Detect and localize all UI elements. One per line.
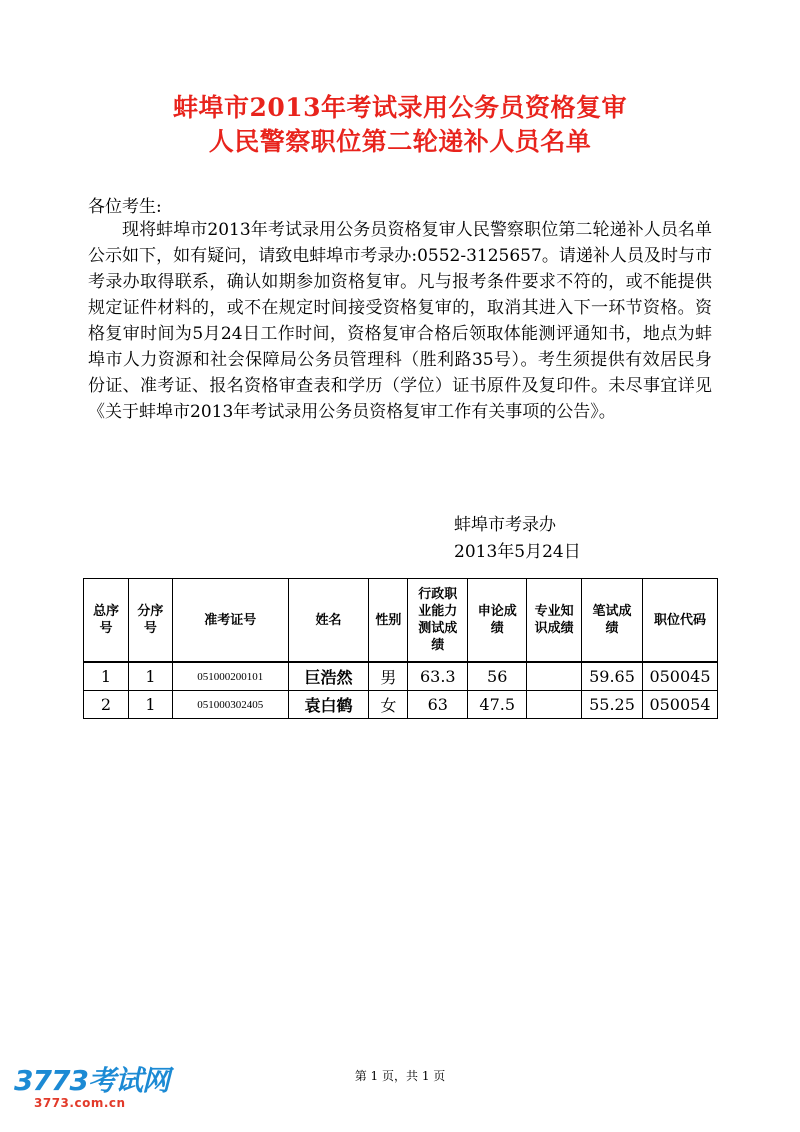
cell-ticket-no: 051000302405: [172, 691, 288, 719]
table-row: [84, 662, 718, 691]
table-header-row: [84, 579, 718, 663]
cell-aptitude-score: 63.3: [408, 662, 468, 691]
watermark-brand: [14, 1066, 169, 1096]
cell-essay-score: 56: [468, 662, 527, 691]
greeting: 各位考生:: [88, 197, 162, 217]
cell-written-score: 59.65: [582, 662, 643, 691]
cell-professional-score: [527, 691, 582, 719]
cell-name: 袁白鹤: [288, 691, 369, 719]
cell-total-no: 2: [84, 691, 129, 719]
signature-date: 2013年5月24日: [454, 542, 581, 562]
cell-essay-score: 47.5: [468, 691, 527, 719]
table-row: [84, 691, 718, 719]
cell-name: 巨浩然: [288, 662, 369, 691]
col-header-written-score: 笔试成绩: [582, 579, 643, 663]
watermark-brand-num: 3773: [14, 1064, 88, 1097]
cell-position-code: 050045: [642, 662, 717, 691]
cell-sub-no: 1: [128, 691, 172, 719]
col-header-position-code: 职位代码: [642, 579, 717, 663]
cell-gender: 女: [369, 691, 408, 719]
notice-body: 现将蚌埠市2013年考试录用公务员资格复审人民警察职位第二轮递补人员名单公示如下，如有疑问，请致电蚌埠市考录办:0552-3125657。请递补人员及时与市考录办取得联系，确认如期参加资格复审。凡与报考条件要求不符的，或不能提供规定证件材料的，或不在规定时间接受资格复审的，取消其进入下一环节资格。资格复审时间为5月24日工作时间，资格复审合格后领取体能测评通知书，地点为蚌埠市人力资源和社会保障局公务员管理科（胜利路35号）。考生须提供有效居民身份证、准考证、报名资格审查表和学历（学位）证书原件及复印件。未尽事宜详见《关于蚌埠市2013年考试录用公务员资格复审工作有关事项的公告》。: [88, 220, 712, 422]
cell-aptitude-score: 63: [408, 691, 468, 719]
col-header-total-no: 总序号: [84, 579, 129, 663]
col-header-professional-score: 专业知识成绩: [527, 579, 582, 663]
cell-position-code: 050054: [642, 691, 717, 719]
cell-professional-score: [527, 662, 582, 691]
page-footer: 第 1 页，共 1 页: [354, 1069, 446, 1083]
col-header-ticket-no: 准考证号: [172, 579, 288, 663]
watermark-logo[interactable]: [14, 1066, 169, 1110]
roster-table: [83, 578, 718, 719]
watermark-url: 3773.com.cn: [34, 1096, 126, 1110]
cell-total-no: 1: [84, 662, 129, 691]
signature-org: 蚌埠市考录办: [454, 515, 556, 535]
cell-gender: 男: [369, 662, 408, 691]
title-line-1: 蚌埠市2013年考试录用公务员资格复审: [172, 93, 628, 122]
col-header-sub-no: 分序号: [128, 579, 172, 663]
watermark-brand-cn: 考试网: [87, 1064, 169, 1097]
title-line-2: 人民警察职位第二轮递补人员名单: [208, 127, 592, 156]
cell-ticket-no: 051000200101: [172, 662, 288, 691]
col-header-essay-score: 申论成绩: [468, 579, 527, 663]
cell-written-score: 55.25: [582, 691, 643, 719]
col-header-aptitude-score: 行政职业能力测试成绩: [408, 579, 468, 663]
cell-sub-no: 1: [128, 662, 172, 691]
col-header-name: 姓名: [288, 579, 369, 663]
col-header-gender: 性别: [369, 579, 408, 663]
